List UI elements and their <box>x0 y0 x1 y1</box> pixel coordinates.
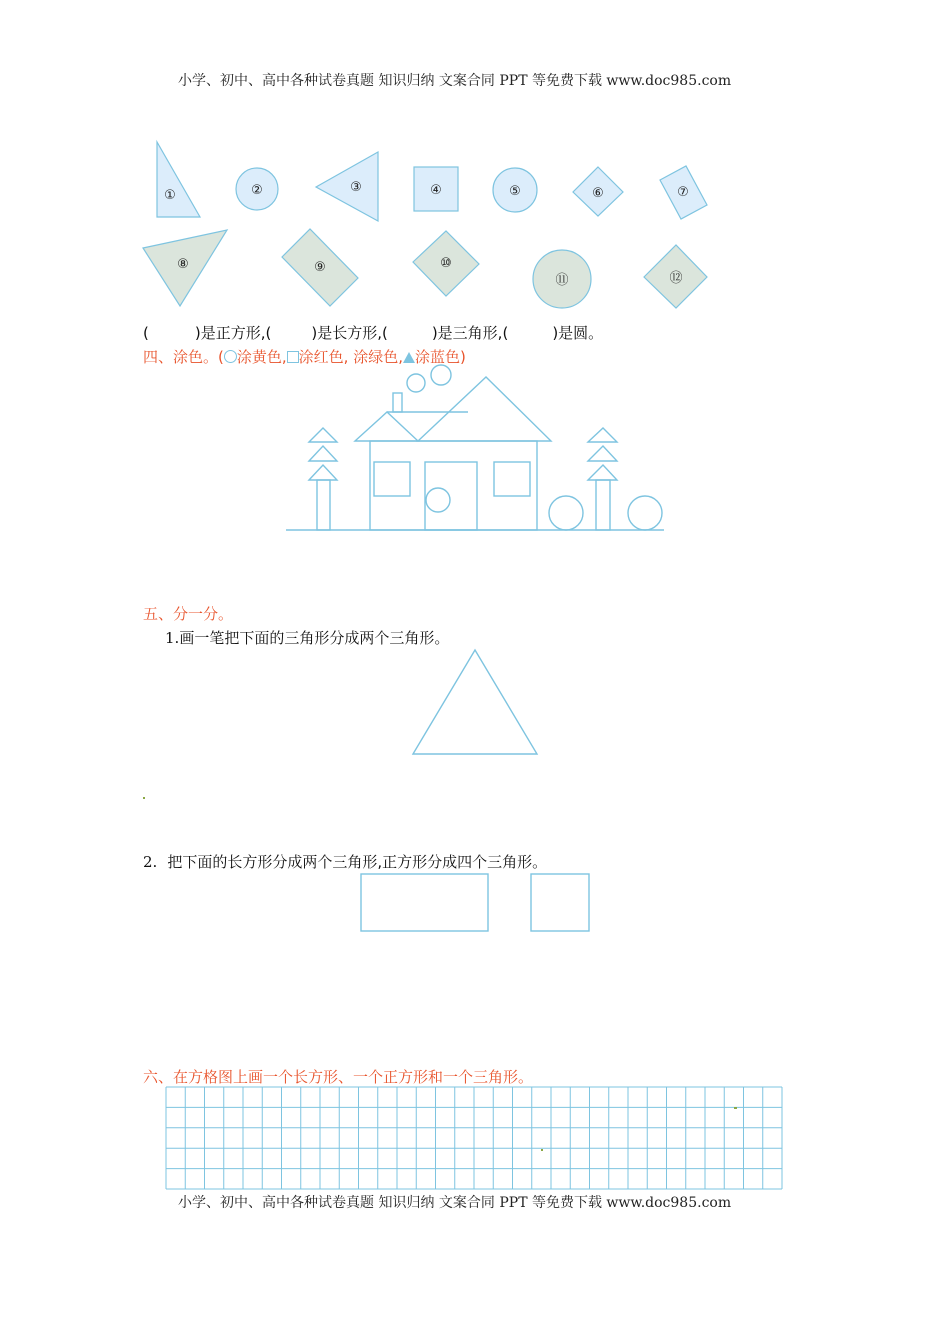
section-4-title: 四、涂色。( 涂黄色, 涂红色, 涂绿色, 涂蓝色) <box>143 348 466 366</box>
left-window <box>374 462 410 496</box>
shape-label-8: ⑧ <box>177 257 189 272</box>
triangle-prompt: )是三角形,( <box>431 324 509 342</box>
section-5-item-1 <box>165 627 449 648</box>
left-roof <box>355 412 418 441</box>
square-prompt: )是正方形,( <box>194 324 272 342</box>
right-tree-middle <box>588 446 617 461</box>
page-footer: 小学、初中、高中各种试卷真题 知识归纳 文案合同 PPT 等免费下载 www.doc985.com <box>178 1195 732 1211</box>
stray-mark <box>143 797 145 799</box>
shape-label-3: ③ <box>350 180 362 195</box>
door-circle <box>426 488 450 512</box>
grid-mark <box>734 1107 737 1109</box>
square-icon <box>287 351 299 363</box>
divide-triangle <box>413 650 537 754</box>
shape-1-triangle <box>157 142 200 217</box>
drawing-grid <box>166 1087 782 1189</box>
right-window <box>494 462 530 496</box>
section-5-item-2 <box>143 851 547 872</box>
left-tree-middle <box>309 446 337 461</box>
shape-label-4: ④ <box>430 183 442 198</box>
blank-open: ( <box>143 324 149 342</box>
shape-label-5: ⑤ <box>509 184 521 199</box>
main-roof <box>418 377 551 441</box>
bush-left <box>549 496 583 530</box>
rectangle-prompt: )是长方形,( <box>311 324 388 342</box>
left-tree-top <box>309 428 337 442</box>
item-text: 画一笔把下面的三角形分成两个三角形。 <box>179 629 450 647</box>
door <box>425 462 477 530</box>
shape-label-2: ② <box>251 183 263 198</box>
smoke-circle-small <box>407 374 425 392</box>
chimney <box>393 393 402 412</box>
triangle-icon <box>403 352 415 363</box>
house-scene <box>286 365 664 530</box>
smoke-circle-large <box>431 365 451 385</box>
divide-rectangle <box>361 874 488 931</box>
right-tree-top <box>588 428 617 442</box>
item-number: 2. <box>143 853 158 871</box>
shape-label-12: ⑫ <box>669 271 683 286</box>
shape-label-1: ① <box>164 188 176 203</box>
shape-label-9: ⑨ <box>314 260 326 275</box>
bush-right <box>628 496 662 530</box>
circle-prompt: )是圆。 <box>552 324 604 342</box>
circle-icon <box>224 350 237 363</box>
shape-label-11: ⑪ <box>555 273 569 288</box>
page-header: 小学、初中、高中各种试卷真题 知识归纳 文案合同 PPT 等免费下载 www.doc985.com <box>178 73 732 89</box>
section-5-title: 五、分一分。 <box>143 605 234 623</box>
left-tree-bottom <box>309 465 337 480</box>
grid-mark <box>541 1149 543 1151</box>
house-body <box>370 441 537 530</box>
item-number: 1. <box>165 629 180 647</box>
shape-label-10: ⑩ <box>440 256 452 271</box>
item-text: 把下面的长方形分成两个三角形,正方形分成四个三角形。 <box>167 853 548 871</box>
left-tree-trunk <box>317 480 330 530</box>
shape-3-triangle <box>316 152 378 221</box>
right-tree-trunk <box>596 480 610 530</box>
shape-label-7: ⑦ <box>677 185 689 200</box>
divide-square <box>531 874 589 931</box>
shape-classification-question <box>143 322 603 343</box>
right-tree-bottom <box>588 465 617 480</box>
shape-label-6: ⑥ <box>592 186 604 201</box>
section-6-title: 六、在方格图上画一个长方形、一个正方形和一个三角形。 <box>143 1068 534 1086</box>
